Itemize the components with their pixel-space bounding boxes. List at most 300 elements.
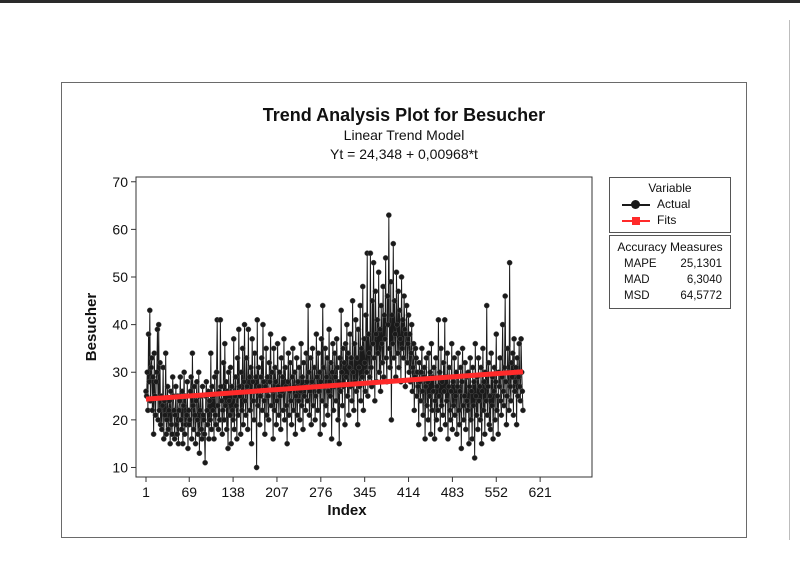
actual-point <box>507 260 512 265</box>
actual-point <box>249 441 254 446</box>
actual-point <box>447 408 452 413</box>
actual-point <box>160 403 165 408</box>
actual-point <box>213 413 218 418</box>
actual-point <box>478 365 483 370</box>
accuracy-header: Accuracy Measures <box>617 240 723 254</box>
actual-point <box>479 441 484 446</box>
actual-point <box>481 408 486 413</box>
actual-point <box>152 351 157 356</box>
actual-point <box>318 379 323 384</box>
actual-point <box>405 360 410 365</box>
actual-point <box>374 332 379 337</box>
actual-point <box>410 365 415 370</box>
actual-point <box>342 422 347 427</box>
actual-point <box>241 379 246 384</box>
actual-point <box>228 365 233 370</box>
actual-point <box>296 398 301 403</box>
actual-point <box>424 403 429 408</box>
actual-point <box>303 408 308 413</box>
actual-point <box>511 413 516 418</box>
actual-point <box>164 417 169 422</box>
actual-point <box>281 336 286 341</box>
actual-point <box>272 408 277 413</box>
actual-point <box>239 408 244 413</box>
actual-point <box>442 389 447 394</box>
actual-point <box>223 403 228 408</box>
actual-point <box>453 393 458 398</box>
actual-point <box>261 379 266 384</box>
actual-point <box>378 389 383 394</box>
accuracy-row-mad <box>610 274 730 290</box>
actual-point <box>218 384 223 389</box>
x-tick-label: 276 <box>309 484 333 500</box>
actual-point <box>501 389 506 394</box>
actual-point <box>215 403 220 408</box>
actual-point <box>510 351 515 356</box>
accuracy-measures <box>609 235 731 309</box>
actual-point <box>360 284 365 289</box>
y-axis-label: Besucher <box>83 292 100 362</box>
actual-point <box>361 408 366 413</box>
actual-point <box>184 413 189 418</box>
legend-label-actual: Actual <box>657 197 691 211</box>
actual-point <box>383 255 388 260</box>
actual-point <box>274 422 279 427</box>
actual-point <box>409 322 414 327</box>
actual-point <box>368 365 373 370</box>
actual-point <box>230 408 235 413</box>
actual-point <box>372 398 377 403</box>
actual-point <box>419 346 424 351</box>
actual-point <box>372 355 377 360</box>
actual-point <box>194 379 199 384</box>
actual-point <box>150 408 155 413</box>
legend-circle-icon <box>631 200 640 209</box>
actual-point <box>391 241 396 246</box>
actual-point <box>352 341 357 346</box>
actual-point <box>489 351 494 356</box>
actual-point <box>382 313 387 318</box>
actual-point <box>241 422 246 427</box>
actual-point <box>373 289 378 294</box>
x-tick-label: 207 <box>265 484 289 500</box>
actual-point <box>275 341 280 346</box>
actual-point <box>363 389 368 394</box>
actual-point <box>419 370 424 375</box>
actual-point <box>181 403 186 408</box>
actual-point <box>351 408 356 413</box>
actual-point <box>304 351 309 356</box>
actual-point <box>189 374 194 379</box>
actual-point <box>452 355 457 360</box>
actual-point <box>414 393 419 398</box>
actual-point <box>316 351 321 356</box>
actual-point <box>403 384 408 389</box>
actual-point <box>203 460 208 465</box>
actual-point <box>259 355 264 360</box>
actual-point <box>448 417 453 422</box>
actual-point <box>472 455 477 460</box>
actual-point <box>323 403 328 408</box>
actual-point <box>250 379 255 384</box>
accuracy-row-msd <box>610 290 730 306</box>
actual-point <box>368 251 373 256</box>
actual-point <box>308 355 313 360</box>
actual-point <box>286 351 291 356</box>
actual-point <box>295 379 300 384</box>
actual-point <box>391 355 396 360</box>
actual-point <box>508 398 513 403</box>
actual-point <box>201 413 206 418</box>
actual-point <box>328 393 333 398</box>
actual-point <box>359 346 364 351</box>
actual-point <box>431 365 436 370</box>
actual-point <box>250 336 255 341</box>
actual-point <box>178 374 183 379</box>
trend-equation: Yt = 24,348 + 0,00968*t <box>330 146 478 162</box>
actual-point <box>180 441 185 446</box>
actual-point <box>482 379 487 384</box>
actual-point <box>192 384 197 389</box>
actual-point <box>451 403 456 408</box>
actual-point <box>509 360 514 365</box>
actual-point <box>355 422 360 427</box>
actual-point <box>236 327 241 332</box>
actual-point <box>330 370 335 375</box>
actual-point <box>449 341 454 346</box>
actual-point <box>268 332 273 337</box>
actual-point <box>195 417 200 422</box>
actual-point <box>344 374 349 379</box>
actual-point <box>235 355 240 360</box>
actual-point <box>248 365 253 370</box>
actual-point <box>340 346 345 351</box>
actual-point <box>260 408 265 413</box>
actual-point <box>329 436 334 441</box>
actual-point <box>264 413 269 418</box>
actual-point <box>255 317 260 322</box>
actual-point <box>300 427 305 432</box>
actual-point <box>328 360 333 365</box>
actual-point <box>477 384 482 389</box>
actual-point <box>516 374 521 379</box>
actual-point <box>497 384 502 389</box>
actual-point <box>293 393 298 398</box>
actual-point <box>513 379 518 384</box>
actual-point <box>288 360 293 365</box>
actual-point <box>199 436 204 441</box>
actual-point <box>189 436 194 441</box>
x-tick-label: 345 <box>353 484 377 500</box>
actual-point <box>262 398 267 403</box>
actual-point <box>503 293 508 298</box>
actual-point <box>214 370 219 375</box>
actual-point <box>517 384 522 389</box>
actual-point <box>474 413 479 418</box>
actual-point <box>402 293 407 298</box>
actual-point <box>410 389 415 394</box>
actual-point <box>489 403 494 408</box>
actual-point <box>331 408 336 413</box>
actual-point <box>444 398 449 403</box>
actual-point <box>343 341 348 346</box>
actual-point <box>204 379 209 384</box>
actual-point <box>396 289 401 294</box>
actual-point <box>229 384 234 389</box>
actual-point <box>311 403 316 408</box>
actual-point <box>185 379 190 384</box>
actual-point <box>485 413 490 418</box>
actual-point <box>278 393 283 398</box>
actual-point <box>309 422 314 427</box>
actual-point <box>313 417 318 422</box>
actual-point <box>484 398 489 403</box>
actual-point <box>466 441 471 446</box>
actual-point <box>174 422 179 427</box>
actual-point <box>361 336 366 341</box>
actual-point <box>179 427 184 432</box>
actual-point <box>494 408 499 413</box>
actual-point <box>478 417 483 422</box>
actual-point <box>169 432 174 437</box>
actual-point <box>393 332 398 337</box>
x-tick-label: 552 <box>484 484 508 500</box>
actual-point <box>470 365 475 370</box>
actual-point <box>388 279 393 284</box>
actual-point <box>428 432 433 437</box>
actual-point <box>487 422 492 427</box>
actual-point <box>354 389 359 394</box>
actual-point <box>503 379 508 384</box>
actual-point <box>155 417 160 422</box>
actual-point <box>317 370 322 375</box>
actual-point <box>423 384 428 389</box>
actual-point <box>390 341 395 346</box>
actual-point <box>220 432 225 437</box>
actual-point <box>213 422 218 427</box>
actual-point <box>200 384 205 389</box>
actual-point <box>497 355 502 360</box>
actual-point <box>454 432 459 437</box>
actual-point <box>290 374 295 379</box>
actual-point <box>244 384 249 389</box>
actual-point <box>501 403 506 408</box>
actual-point <box>321 365 326 370</box>
actual-point <box>231 336 236 341</box>
actual-point <box>437 370 442 375</box>
actual-point <box>190 403 195 408</box>
actual-point <box>325 355 330 360</box>
actual-point <box>417 360 422 365</box>
actual-point <box>164 432 169 437</box>
actual-point <box>398 336 403 341</box>
actual-point <box>154 370 159 375</box>
legend-item-fits <box>610 213 730 229</box>
actual-point <box>520 389 525 394</box>
actual-point <box>371 260 376 265</box>
actual-point <box>455 384 460 389</box>
actual-point <box>190 351 195 356</box>
actual-point <box>307 413 312 418</box>
actual-point <box>323 346 328 351</box>
actual-point <box>339 370 344 375</box>
actual-point <box>230 417 235 422</box>
actual-point <box>459 446 464 451</box>
actual-point <box>314 332 319 337</box>
actual-point <box>428 370 433 375</box>
legend <box>609 177 731 233</box>
actual-point <box>245 427 250 432</box>
actual-point <box>326 389 331 394</box>
actual-point <box>265 374 270 379</box>
actual-point <box>399 274 404 279</box>
actual-point <box>384 355 389 360</box>
actual-point <box>244 355 249 360</box>
actual-point <box>408 351 413 356</box>
actual-point <box>262 432 267 437</box>
actual-point <box>349 355 354 360</box>
actual-point <box>473 393 478 398</box>
actual-point <box>515 393 520 398</box>
actual-point <box>344 322 349 327</box>
actual-point <box>363 313 368 318</box>
actual-point <box>333 398 338 403</box>
actual-point <box>464 398 469 403</box>
x-axis-label: Index <box>327 502 367 519</box>
actual-point <box>434 417 439 422</box>
actual-point <box>365 393 370 398</box>
actual-point <box>512 389 517 394</box>
actual-point <box>210 408 215 413</box>
actual-point <box>255 403 260 408</box>
actual-point <box>202 432 207 437</box>
actual-point <box>356 365 361 370</box>
actual-point <box>407 332 412 337</box>
legend-header: Variable <box>648 181 692 195</box>
actual-point <box>325 413 330 418</box>
actual-point <box>309 379 314 384</box>
actual-point <box>480 389 485 394</box>
y-tick-label: 30 <box>112 364 128 381</box>
actual-point <box>490 436 495 441</box>
actual-point <box>274 398 279 403</box>
actual-point <box>415 384 420 389</box>
actual-point <box>445 436 450 441</box>
actual-point <box>351 370 356 375</box>
actual-point <box>445 351 450 356</box>
actual-point <box>433 398 438 403</box>
actual-point <box>471 403 476 408</box>
actual-point <box>196 370 201 375</box>
actual-point <box>392 298 397 303</box>
actual-point <box>452 413 457 418</box>
actual-point <box>276 413 281 418</box>
actual-point <box>500 322 505 327</box>
actual-point <box>386 322 391 327</box>
actual-point <box>151 432 156 437</box>
actual-point <box>345 393 350 398</box>
actual-point <box>508 384 513 389</box>
actual-point <box>281 408 286 413</box>
actual-point <box>470 436 475 441</box>
actual-point <box>299 403 304 408</box>
actual-point <box>520 408 525 413</box>
actual-point <box>166 408 171 413</box>
actual-point <box>295 413 300 418</box>
actual-point <box>411 341 416 346</box>
actual-point <box>143 389 148 394</box>
actual-point <box>422 436 427 441</box>
legend-square-icon <box>632 217 640 225</box>
actual-point <box>380 360 385 365</box>
actual-point <box>251 398 256 403</box>
actual-point <box>449 389 454 394</box>
actual-point <box>463 360 468 365</box>
actual-point <box>502 365 507 370</box>
actual-point <box>394 270 399 275</box>
actual-point <box>499 413 504 418</box>
actual-point <box>340 403 345 408</box>
actual-point <box>495 393 500 398</box>
actual-point <box>188 389 193 394</box>
actual-point <box>205 422 210 427</box>
actual-point <box>370 298 375 303</box>
actual-point <box>289 422 294 427</box>
actual-point <box>185 446 190 451</box>
actual-point <box>504 393 509 398</box>
actual-point <box>381 374 386 379</box>
y-tick-label: 20 <box>112 411 128 428</box>
actual-point <box>426 351 431 356</box>
actual-point <box>280 374 285 379</box>
actual-point <box>395 351 400 356</box>
actual-point <box>290 346 295 351</box>
actual-point <box>405 341 410 346</box>
actual-point <box>197 451 202 456</box>
actual-point <box>460 346 465 351</box>
actual-point <box>257 422 262 427</box>
actual-point <box>157 360 162 365</box>
actual-point <box>400 346 405 351</box>
actual-point <box>354 355 359 360</box>
actual-point <box>306 303 311 308</box>
actual-point <box>461 417 466 422</box>
actual-point <box>321 422 326 427</box>
actual-point <box>222 341 227 346</box>
actual-point <box>310 346 315 351</box>
accuracy-row-mape <box>610 258 730 274</box>
actual-point <box>484 303 489 308</box>
actual-point <box>457 422 462 427</box>
actual-point <box>402 327 407 332</box>
actual-point <box>488 427 493 432</box>
actual-point <box>379 341 384 346</box>
actual-point <box>234 403 239 408</box>
actual-point <box>163 351 168 356</box>
actual-point <box>168 389 173 394</box>
actual-point <box>377 370 382 375</box>
actual-point <box>353 317 358 322</box>
actual-point <box>487 393 492 398</box>
actual-point <box>172 436 177 441</box>
actual-point <box>273 379 278 384</box>
actual-point <box>420 389 425 394</box>
actual-point <box>496 432 501 437</box>
actual-point <box>176 408 181 413</box>
actual-point <box>338 389 343 394</box>
actual-point <box>260 322 265 327</box>
actual-point <box>237 384 242 389</box>
